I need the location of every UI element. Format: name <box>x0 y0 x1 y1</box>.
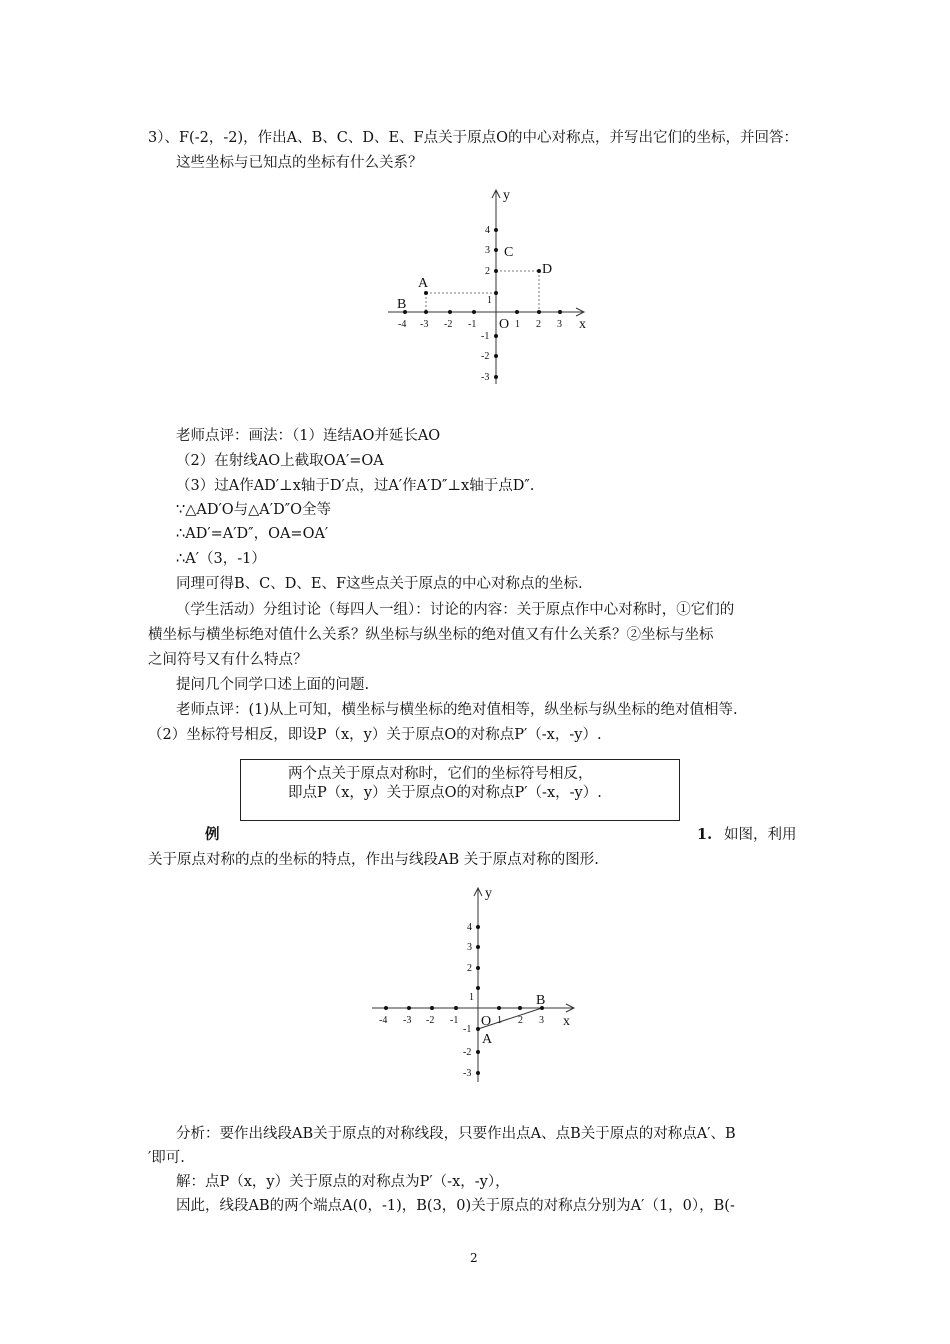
text-line: 老师点评：画法：（1）连结AO并延长AO <box>176 428 441 444</box>
text-line: （学生活动）分组讨论（每四人一组）：讨论的内容：关于原点作中心对称时，①它们的 <box>176 602 735 618</box>
y-tick: 4 <box>467 922 472 933</box>
text-line: 如图，利用 <box>724 827 797 843</box>
y-axis-label: y <box>485 886 492 901</box>
x-tick: 1 <box>515 319 520 330</box>
coordinate-figure-1 <box>380 182 600 392</box>
x-tick: -4 <box>398 319 407 330</box>
text-line: ∴AD′=A′D″，OA=OA′ <box>176 526 329 542</box>
y-tick: 2 <box>467 963 472 974</box>
y-tick: -3 <box>463 1068 472 1079</box>
x-tick: 1 <box>497 1015 502 1026</box>
x-axis-label: x <box>563 1014 570 1029</box>
x-tick: 2 <box>536 319 541 330</box>
point-label-c: C <box>504 245 514 260</box>
point-label-d: D <box>542 262 553 277</box>
y-tick: -2 <box>481 351 490 362</box>
x-tick: -3 <box>420 319 429 330</box>
text-line: 同理可得B、C、D、E、F这些点关于原点的中心对称点的坐标. <box>176 576 583 592</box>
origin-label: O <box>499 317 510 332</box>
point-label-b: B <box>397 297 407 312</box>
x-tick: 3 <box>557 319 562 330</box>
y-tick: 3 <box>467 942 472 953</box>
text-line: 分析：要作出线段AB关于原点的对称线段，只要作出点A、点B关于原点的对称点A′、B <box>176 1126 736 1142</box>
text-line: 横坐标与横坐标绝对值什么关系？纵坐标与纵坐标的绝对值又有什么关系？②坐标与坐标 <box>148 627 714 643</box>
text-line: 提问几个同学口述上面的问题. <box>176 677 370 693</box>
text-line: ∵△AD′O与△A′D″O全等 <box>176 502 331 518</box>
rule-text: 两个点关于原点对称时，它们的坐标符号相反， <box>288 766 593 782</box>
text-line: 因此，线段AB的两个端点A(0，-1)，B(3，0)关于原点的对称点分别为A′（1，0），B(- <box>176 1198 735 1214</box>
point-label-a: A <box>482 1032 493 1047</box>
x-tick: 3 <box>539 1015 544 1026</box>
y-axis-label: y <box>503 188 510 203</box>
x-tick: 2 <box>518 1015 523 1026</box>
point-label-b: B <box>536 993 546 1008</box>
text-line: 解：点P（x，y）关于原点的对称点为P′（-x，-y）， <box>176 1174 510 1190</box>
y-tick: -3 <box>481 372 490 383</box>
page-number: 2 <box>470 1251 478 1265</box>
y-tick: 1 <box>487 295 492 306</box>
text-line: 关于原点对称的点的坐标的特点，作出与线段AB 关于原点对称的图形. <box>148 852 599 868</box>
x-tick: -1 <box>468 319 477 330</box>
y-tick: 3 <box>485 245 490 256</box>
text-line: 老师点评：(1)从上可知，横坐标与横坐标的绝对值相等，纵坐标与纵坐标的绝对值相等. <box>176 702 738 718</box>
text-line: （2）在射线AO上截取OA′=OA <box>176 453 384 469</box>
text-line: 之间符号又有什么特点？ <box>148 652 308 668</box>
rule-text: 即点P（x，y）关于原点O的对称点P′（-x，-y）. <box>288 785 602 801</box>
text-line: （3）过A作AD′⊥x轴于D′点，过A′作A′D″⊥x轴于点D″. <box>176 478 535 494</box>
text-line: ′即可. <box>148 1150 185 1166</box>
x-tick: -2 <box>426 1015 435 1026</box>
x-tick: -4 <box>379 1015 388 1026</box>
text-line: （2）坐标符号相反，即设P（x，y）关于原点O的对称点P′（-x，-y）. <box>148 727 602 743</box>
point-label-a: A <box>418 276 429 291</box>
coordinate-figure-2 <box>368 880 588 1090</box>
origin-label: O <box>481 1014 492 1029</box>
y-tick: -1 <box>463 1024 472 1035</box>
example-number: 1. <box>697 826 713 843</box>
y-tick: 4 <box>485 225 490 236</box>
example-label: 例 <box>205 826 220 843</box>
y-tick: -1 <box>481 331 490 342</box>
x-tick: -1 <box>450 1015 459 1026</box>
text-line: 这些坐标与已知点的坐标有什么关系？ <box>176 155 423 171</box>
y-tick: 1 <box>469 992 474 1003</box>
x-axis-label: x <box>579 317 586 332</box>
x-tick: -3 <box>403 1015 412 1026</box>
x-tick: -2 <box>444 319 453 330</box>
text-line: ∴A′（3，-1） <box>176 551 266 567</box>
y-tick: 2 <box>485 266 490 277</box>
text-line: 3）、F(-2，-2)，作出A、B、C、D、E、F点关于原点O的中心对称点，并写出它们的坐标，并回答： <box>148 130 798 146</box>
y-tick: -2 <box>463 1047 472 1058</box>
